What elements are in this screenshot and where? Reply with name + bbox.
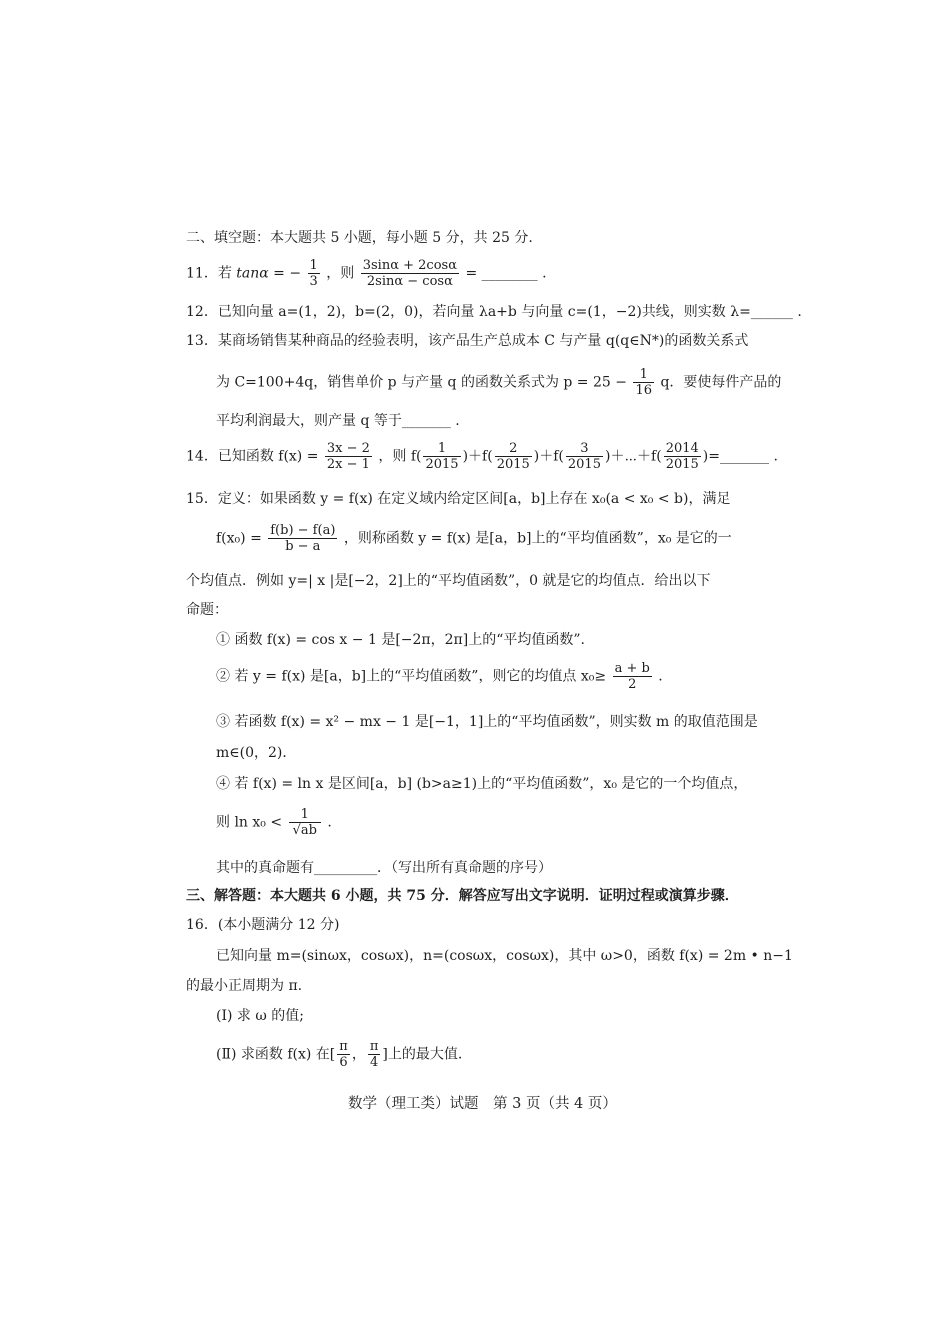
q16-f1-den: 6 bbox=[339, 1055, 348, 1070]
q11-expression-fraction bbox=[361, 259, 459, 288]
q15-line2-b: ，则称函数 y = f(x) 是[a，b]上的“平均值函数”，x₀ 是它的一 bbox=[343, 530, 732, 547]
q13-price-fraction bbox=[633, 368, 654, 397]
q14-t4-den: 2015 bbox=[665, 457, 699, 472]
q13-frac-num: 1 bbox=[633, 368, 654, 383]
q11-condition: tanα = − bbox=[236, 265, 302, 282]
question-16-line-2: 的最小正周期为 π. bbox=[186, 978, 303, 994]
q14-plus-2: )＋f( bbox=[533, 448, 564, 465]
q15-mean-fraction bbox=[268, 524, 337, 553]
q11-cond-fraction bbox=[308, 259, 320, 288]
question-15-line-3: 个均值点．例如 y=| x |是[−2，2]上的“平均值函数”，0 就是它的均值点．给出以下 bbox=[186, 573, 711, 589]
section-3-heading: 三、解答题：本大题共 6 小题，共 75 分．解答应写出文字说明．证明过程或演算步骤． bbox=[186, 888, 739, 904]
q14-fx-den: 2x − 1 bbox=[326, 457, 370, 472]
q14-t3-num: 3 bbox=[566, 442, 603, 457]
q14-fx-fraction bbox=[325, 442, 372, 471]
question-13-line-2 bbox=[216, 368, 781, 397]
q13-line2-a: 为 C=100+4q，销售单价 p 与产量 q 的函数关系式为 p = 25 − bbox=[216, 374, 627, 391]
p2-text-a: ② 若 y = f(x) 是[a，b]上的“平均值函数”，则它的均值点 x₀≥ bbox=[216, 668, 607, 685]
q14-t1-num: 1 bbox=[423, 442, 460, 457]
q13-frac-den: 16 bbox=[635, 383, 652, 398]
q14-tail: )=_______ . bbox=[702, 448, 778, 465]
q14-fx-num: 3x − 2 bbox=[326, 441, 370, 456]
q11-mid: ，则 bbox=[326, 265, 355, 282]
p2-num: a + b bbox=[614, 661, 650, 676]
q14-t1-den: 2015 bbox=[425, 457, 459, 472]
question-15-line-2 bbox=[216, 524, 732, 553]
q11-tail: = ________ . bbox=[465, 265, 547, 282]
p2-fraction bbox=[613, 662, 652, 691]
p4-den bbox=[289, 823, 321, 837]
q16-f2-den: 4 bbox=[369, 1055, 379, 1070]
q14-plus-1: )＋f( bbox=[462, 448, 493, 465]
question-11 bbox=[186, 259, 547, 288]
section-2-heading: 二、填空题：本大题共 5 小题，每小题 5 分，共 25 分. bbox=[186, 230, 533, 246]
q15-line2-a: f(x₀) = bbox=[216, 530, 262, 547]
question-16-part-2 bbox=[216, 1040, 462, 1069]
p4-sqrt: √ab bbox=[292, 823, 317, 838]
q14-term-2 bbox=[495, 442, 532, 471]
q11-expr-num: 3sinα + 2cosα bbox=[362, 258, 457, 273]
question-15-line-1: 15．定义：如果函数 y = f(x) 在定义域内给定区间[a，b]上存在 x₀(a < x₀ < b)，满足 bbox=[186, 491, 731, 507]
q11-expr-den: 2sinα − cosα bbox=[366, 274, 453, 289]
question-16-part-1: (Ⅰ) 求 ω 的值; bbox=[216, 1008, 304, 1024]
proposition-3-line-1: ③ 若函数 f(x) = x² − mx − 1 是[−1，1]上的“平均值函数”，则实数 m 的取值范围是 bbox=[216, 714, 758, 730]
proposition-3-line-2: m∈(0，2)． bbox=[216, 745, 297, 761]
p4-text-a: 则 ln x₀ < bbox=[216, 814, 283, 831]
q14-term-4 bbox=[664, 442, 701, 471]
page-footer: 数学（理工类）试题 第 3 页（共 4 页） bbox=[348, 1096, 617, 1112]
q14-t3-den: 2015 bbox=[567, 457, 601, 472]
q13-line2-b: q．要使每件产品的 bbox=[660, 374, 782, 391]
p4-num: 1 bbox=[289, 808, 321, 823]
q11-cond-num: 1 bbox=[309, 258, 318, 273]
question-16-line-1: 已知向量 m=(sinωx，cosωx)，n=(cosωx，cosωx)，其中 ω>0，函数 f(x) = 2m • n−1 bbox=[216, 948, 793, 964]
p2-den: 2 bbox=[628, 677, 637, 692]
q16-f2-num: π bbox=[369, 1039, 379, 1054]
question-15-ask: 其中的真命题有_________．（写出所有真命题的序号） bbox=[216, 860, 552, 876]
q14-then: ，则 f( bbox=[378, 448, 422, 465]
p4-fraction bbox=[289, 808, 321, 837]
p2-text-b: . bbox=[658, 668, 663, 685]
q11-lead: 11．若 bbox=[186, 265, 232, 282]
q15-mean-den: b − a bbox=[285, 539, 321, 554]
q15-mean-num: f(b) − f(a) bbox=[270, 523, 336, 538]
q16-part2-b: ]上的最大值. bbox=[382, 1046, 463, 1063]
question-15-line-4: 命题： bbox=[186, 602, 228, 618]
question-12: 12．已知向量 a=(1，2)，b=(2，0)，若向量 λa+b 与向量 c=(1，−2)共线，则实数 λ=______ . bbox=[186, 304, 802, 320]
q16-sep: ， bbox=[351, 1046, 366, 1063]
q14-plus-3: )＋⋯＋f( bbox=[604, 448, 662, 465]
q16-fraction-1 bbox=[337, 1040, 350, 1069]
proposition-1: ① 函数 f(x) = cos x − 1 是[−2π，2π]上的“平均值函数”. bbox=[216, 632, 585, 648]
question-13-line-3: 平均利润最大，则产量 q 等于_______ . bbox=[216, 413, 460, 429]
q16-fraction-2 bbox=[368, 1040, 381, 1069]
proposition-4-line-1: ④ 若 f(x) = ln x 是区间[a，b] (b>a≥1)上的“平均值函数”，x₀ 是它的一个均值点， bbox=[216, 776, 748, 792]
q14-lead: 14．已知函数 f(x) = bbox=[186, 448, 319, 465]
p4-text-b: . bbox=[327, 814, 332, 831]
q11-cond-den: 3 bbox=[309, 274, 318, 289]
proposition-2 bbox=[216, 662, 663, 691]
question-16-title: 16．(本小题满分 12 分) bbox=[186, 917, 340, 933]
q16-f1-num: π bbox=[339, 1039, 348, 1054]
q14-t4-num: 2014 bbox=[665, 441, 699, 456]
q14-t2-num: 2 bbox=[495, 442, 532, 457]
q14-t2-den: 2015 bbox=[496, 457, 530, 472]
q14-term-3 bbox=[566, 442, 603, 471]
proposition-4-line-2 bbox=[216, 808, 332, 837]
question-14 bbox=[186, 442, 778, 471]
q14-term-1 bbox=[423, 442, 460, 471]
q16-part2-a: (Ⅱ) 求函数 f(x) 在[ bbox=[216, 1046, 336, 1063]
question-13-line-1: 13．某商场销售某种商品的经验表明，该产品生产总成本 C 与产量 q(q∈N*)的函数关系式 bbox=[186, 333, 749, 349]
